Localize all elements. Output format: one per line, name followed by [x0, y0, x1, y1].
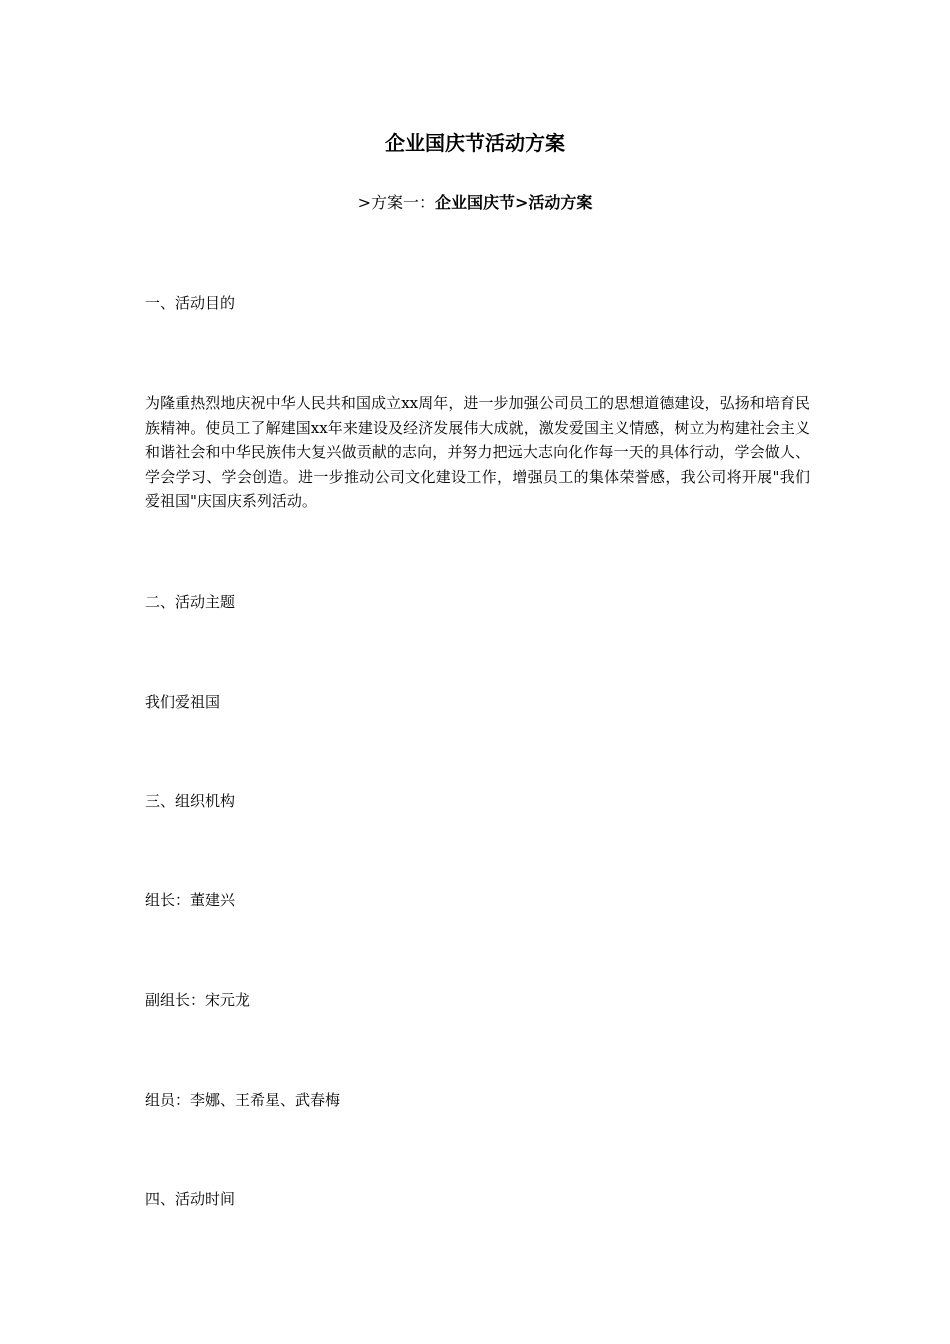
subtitle-prefix: >方案一：	[357, 193, 435, 212]
members-line: 组员：李娜、王希星、武春梅	[145, 1091, 341, 1109]
document-title: 企业国庆节活动方案	[385, 131, 565, 155]
theme-text: 我们爱祖国	[145, 693, 221, 711]
section-heading-theme: 二、活动主题	[145, 593, 236, 611]
section-heading-purpose: 一、活动目的	[145, 294, 236, 312]
leader-line: 组长：董建兴	[145, 891, 236, 909]
deputy-leader-line: 副组长：宋元龙	[145, 991, 251, 1009]
purpose-paragraph: 为隆重热烈地庆祝中华人民共和国成立xx周年，进一步加强公司员工的思想道德建设，弘扬和培育民族精神。使员工了解建国xx年来建设及经济发展伟大成就，激发爱国主义情感，树立为构建社会主义和谐社会和中华民族伟大复兴做贡献的志向，并努力把远大志向化作每一天的具体行动，学会做人、学会学习、学会创造。进一步推动公司文化建设工作，增强员工的集体荣誉感，我公司将开展"我们爱祖国"庆国庆系列活动。	[145, 394, 810, 510]
section-heading-time: 四、活动时间	[145, 1190, 236, 1208]
subtitle-main: 企业国庆节>活动方案	[435, 193, 593, 212]
document-subtitle	[0, 192, 950, 214]
section-heading-organization: 三、组织机构	[145, 792, 236, 810]
